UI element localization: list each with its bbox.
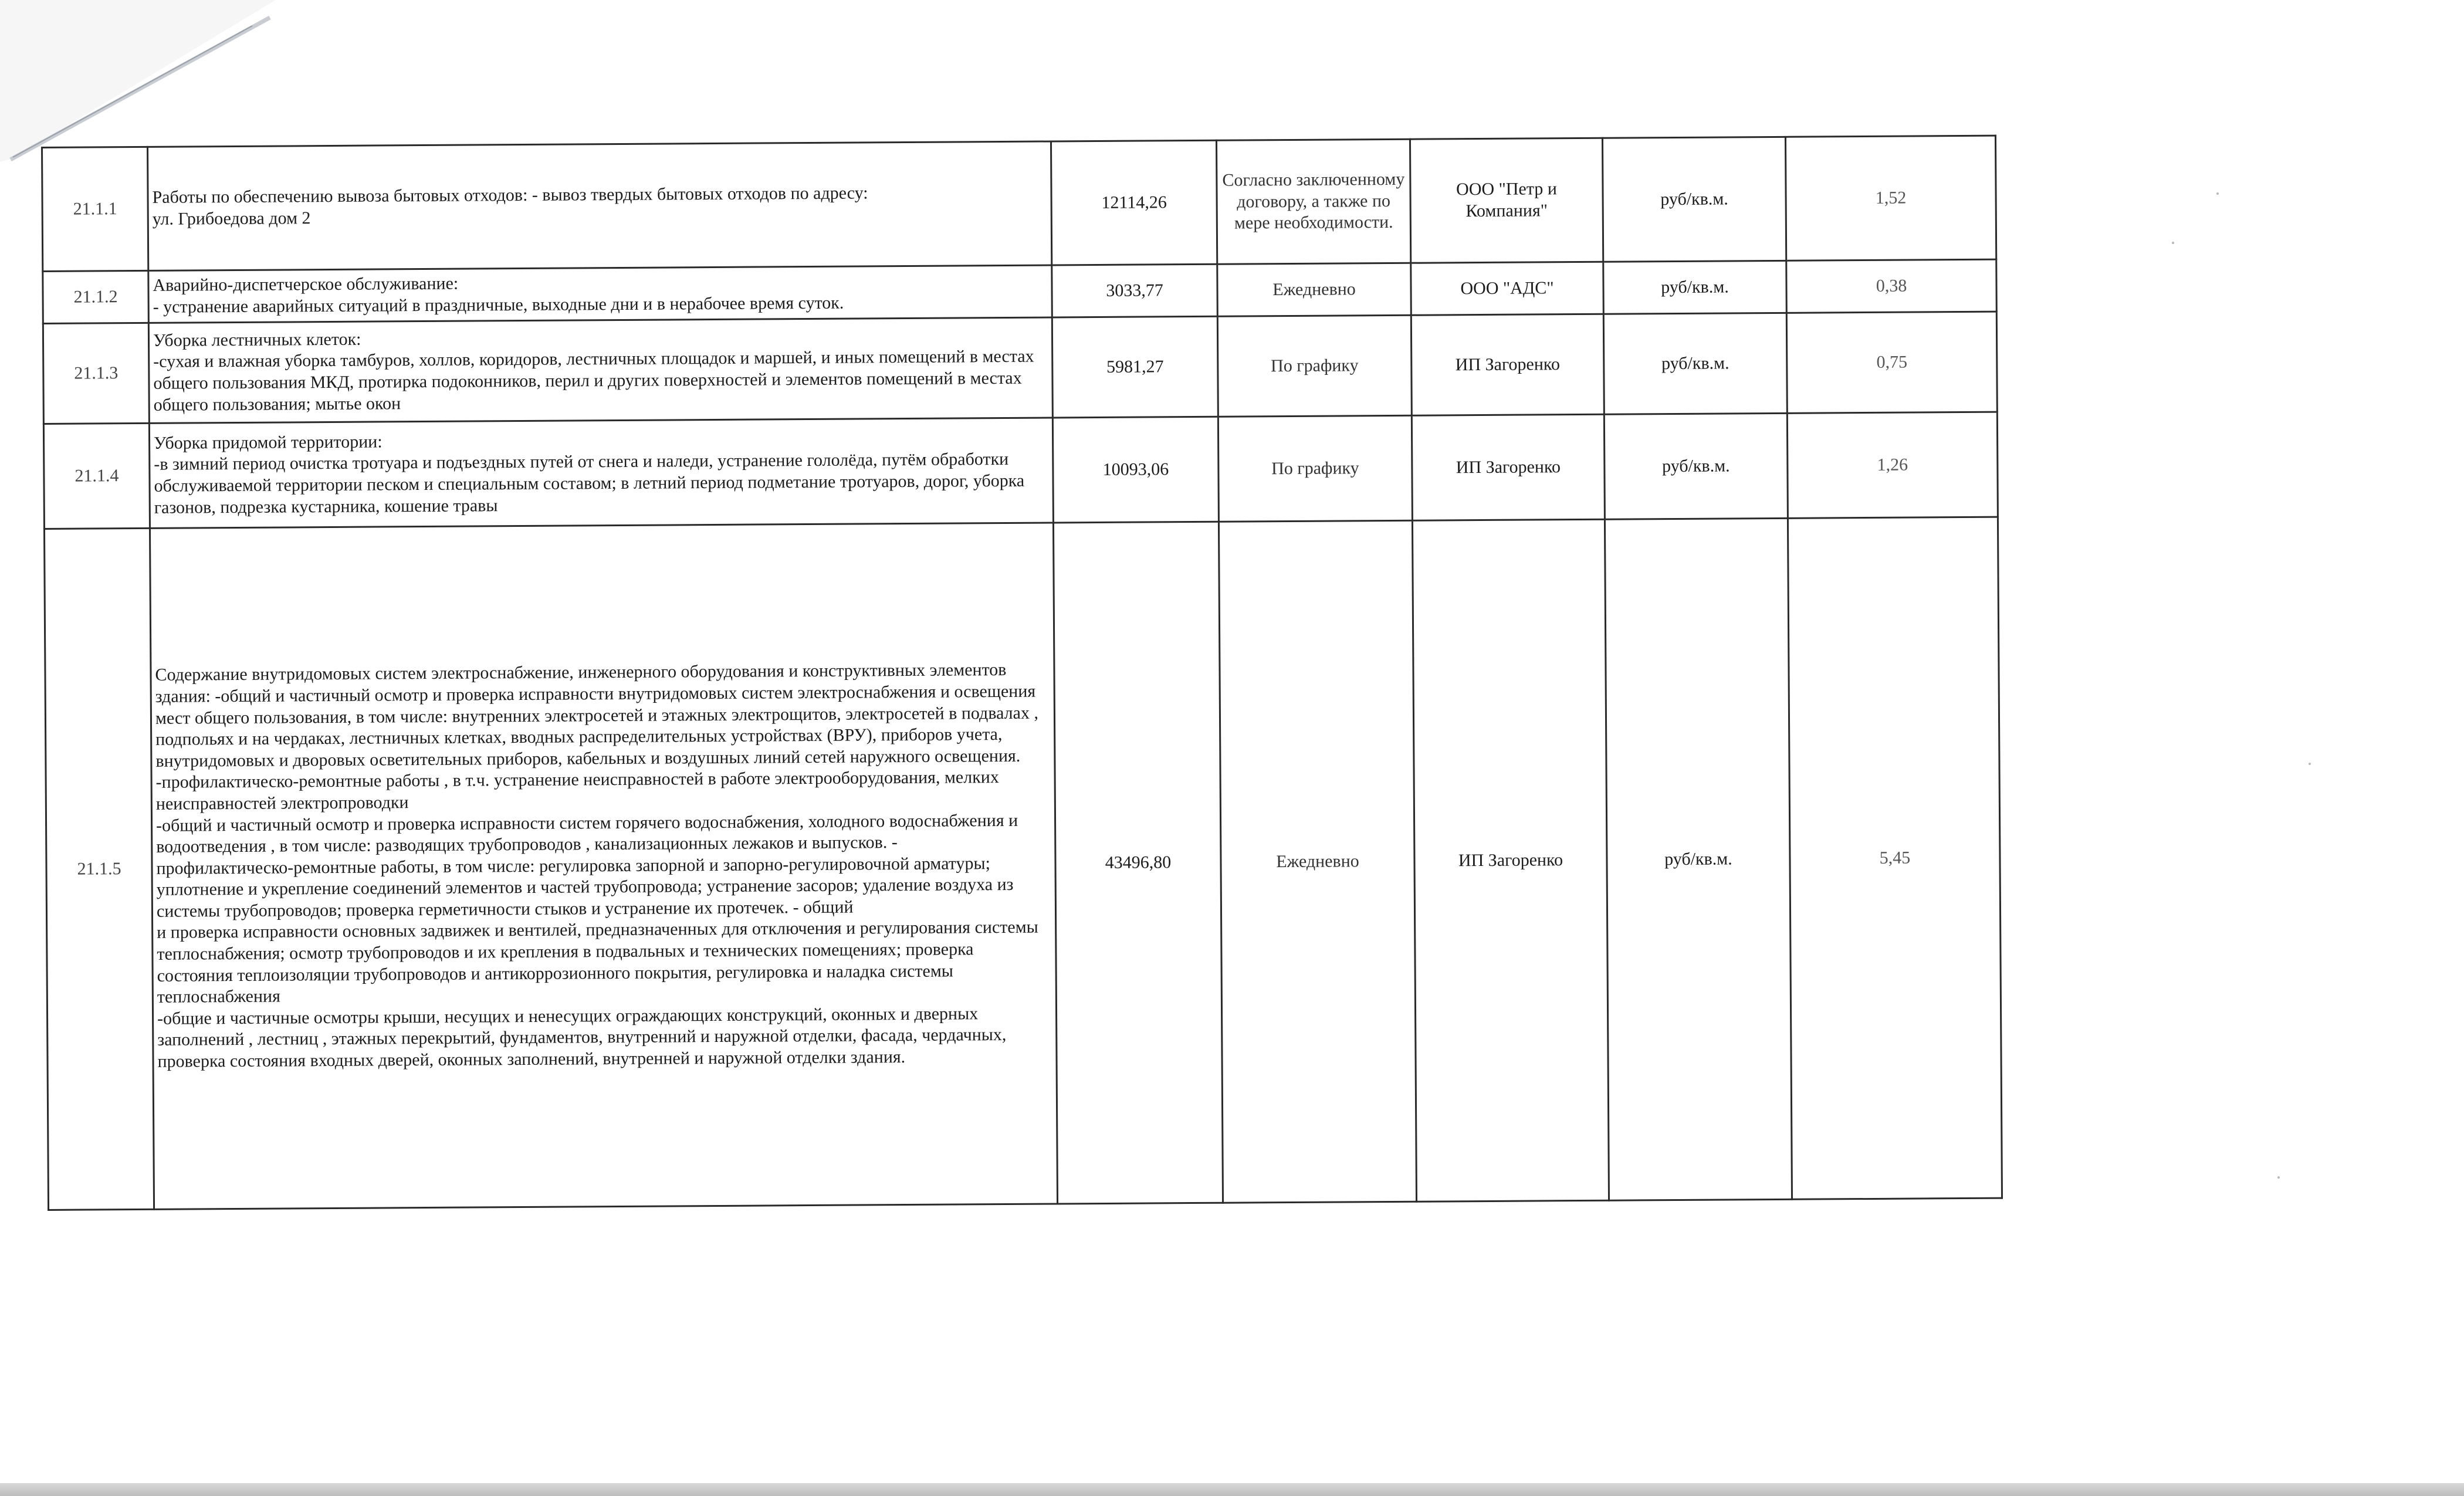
service-amount: 10093,06 <box>1052 417 1219 523</box>
table-row <box>42 136 1996 271</box>
service-frequency: Согласно заключенному договору, а также по мере необходимости. <box>1216 139 1410 264</box>
service-frequency: Ежедневно <box>1219 520 1416 1203</box>
service-contractor: ООО "Петр и Компания" <box>1410 138 1603 263</box>
rate-value: 0,75 <box>1786 312 1997 413</box>
scan-speck <box>2172 242 2174 244</box>
row-number: 21.1.1 <box>42 147 148 271</box>
rate-unit: руб/кв.м. <box>1603 313 1787 414</box>
service-amount: 3033,77 <box>1052 264 1218 317</box>
scan-speck <box>2277 1176 2280 1179</box>
service-description: Содержание внутридомовых систем электроснабжение, инженерного оборудования и конструктивных элементов здания: -общий и частичный осмотр и проверка исправности внутридомовых систем электроснабжения и освещения мест общего пользования, в том числе: внутренних электросетей и этажных электрощитов, электросетей в подвалах , подпольях и на чердаках, лестничных клетках, вводных распределительных устройствах (ВРУ), приборов учета, внутридомовых и дворовых осветительных приборов, кабельных и воздушных линий сетей наружного освещения. -профилактическо-ремонтные работы , в т.ч. устранение неисправностей в работе электрооборудования, мелких неисправностей электропроводки -общий и частичный осмотр и проверка исправности систем горячего водоснабжения, холодного водоснабжения и водоотведения , в том числе: разводящих трубопроводов , канализационных лежаков и выпусков. - профилактическо-ремонтные работы, в том числе: регулировка запорной и запорно-регулировочной арматуры; уплотнение и укрепление соединений элементов и частей трубопровода; устранение засоров; удаление воздуха из системы трубопроводов; проверка герметичности стыков и устранение их протечек. - общий и проверка исправности основных задвижек и вентилей, предназначенных для отключения и регулирования системы теплоснабжения; осмотр трубопроводов и их крепления в подвальных и технических помещениях; проверка состояния теплоизоляции трубопроводов и антикоррозионного покрытия, регулировка и наладка системы теплоснабжения -общие и частичные осмотры крыши, несущих и ненесущих ограждающих конструкций, оконных и дверных заполнений , лестниц , этажных перекрытий, фундаментов, внутренний и наружной отделки, фасада, чердачных, проверка состояния входных дверей, оконных заполнений, внутренней и наружной отделки здания. <box>150 523 1057 1209</box>
service-contractor: ИП Загоренко <box>1412 414 1605 520</box>
service-amount: 12114,26 <box>1051 140 1217 265</box>
table-row <box>43 312 1997 424</box>
rate-value: 5,45 <box>1788 517 2002 1199</box>
rate-unit: руб/кв.м. <box>1603 260 1787 314</box>
row-number: 21.1.2 <box>43 270 149 323</box>
rate-unit: руб/кв.м. <box>1605 518 1792 1200</box>
rate-value: 0,38 <box>1786 259 1997 313</box>
table-row <box>44 517 2002 1210</box>
rate-unit: руб/кв.м. <box>1604 413 1788 519</box>
service-description: Уборка придомой территории: -в зимний период очистка тротуара и подъездных путей от снега и наледи, устранение гололёда, путём обработки обслуживаемой территории песком и специальным составом; в летний период подметание тротуаров, дорог, уборка газонов, подрезка кустарника, кошение травы <box>149 418 1053 528</box>
scan-bottom-edge <box>0 1483 2464 1496</box>
service-amount: 5981,27 <box>1052 316 1218 418</box>
table-row <box>43 412 1998 529</box>
scan-speck <box>2216 192 2219 195</box>
services-table <box>41 135 2003 1211</box>
service-description: Работы по обеспечению вывоза бытовых отходов: - вывоз твердых бытовых отходов по адресу: ул. Грибоедова дом 2 <box>148 141 1052 270</box>
rate-value: 1,52 <box>1785 136 1996 260</box>
scan-speck <box>2309 763 2311 765</box>
service-description: Аварийно-диспетчерское обслуживание: - устранение аварийных ситуаций в праздничные, выходные дни и в нерабочее время суток. <box>148 265 1052 323</box>
service-amount: 43496,80 <box>1053 522 1223 1204</box>
service-frequency: По графику <box>1217 315 1412 417</box>
folded-corner-shadow <box>0 0 282 170</box>
service-contractor: ИП Загоренко <box>1411 314 1604 415</box>
rate-value: 1,26 <box>1787 412 1998 518</box>
service-frequency: Ежедневно <box>1217 263 1412 316</box>
rate-unit: руб/кв.м. <box>1602 137 1786 262</box>
row-number: 21.1.3 <box>43 323 149 424</box>
service-frequency: По графику <box>1218 415 1412 522</box>
service-description: Уборка лестничных клеток: -сухая и влажная уборка тамбуров, холлов, коридоров, лестничных площадок и маршей, и иных помещений в местах общего пользования МКД, протирка подоконников, перил и других поверхностей и элементов помещений в местах общего пользования; мытье окон <box>148 317 1052 423</box>
service-contractor: ООО "АДС" <box>1411 262 1604 315</box>
row-number: 21.1.4 <box>43 423 150 529</box>
service-contractor: ИП Загоренко <box>1412 519 1609 1201</box>
row-number: 21.1.5 <box>44 528 154 1210</box>
